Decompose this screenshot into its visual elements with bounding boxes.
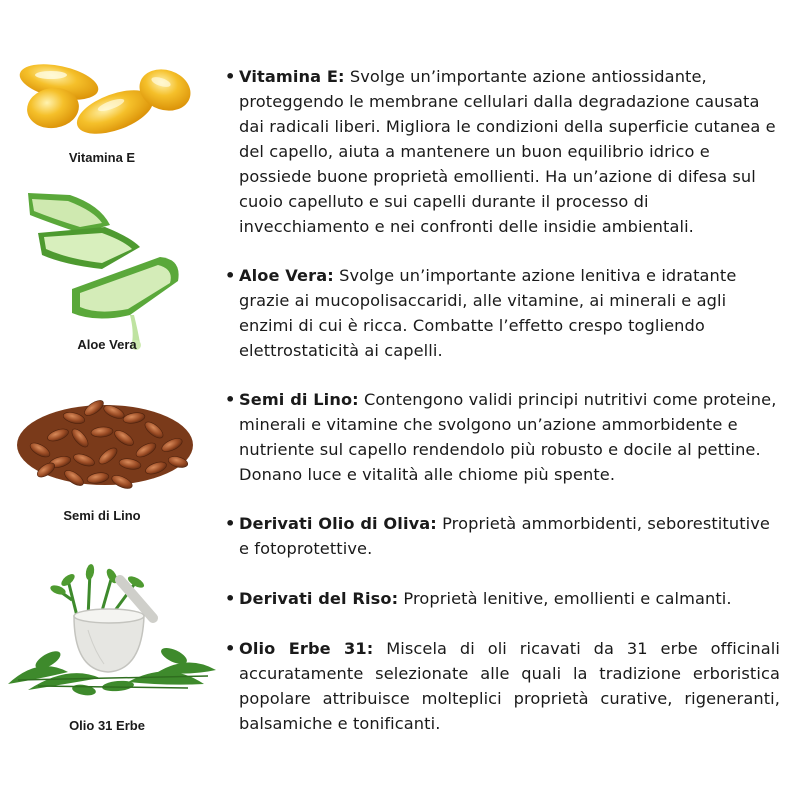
bullet-marker: •: [225, 639, 236, 658]
bullet-semi-di-lino: [224, 387, 780, 487]
bullet-text: Proprietà lenitive, emollienti e calmanti.: [403, 589, 732, 608]
flax-seeds-caption: Semi di Lino: [63, 508, 141, 523]
bullet-aloe-vera: [224, 263, 780, 363]
bullet-text: Proprietà ammorbidenti, seborestitutive e fotoprotettive.: [239, 514, 770, 558]
vitamin-e-capsules-icon: [15, 60, 215, 140]
bullet-text: Contengono validi principi nutritivi come proteine, minerali e vitamine che svolgono un’azione ammorbidente e nutriente sul capello rendendolo più robusto e docile al pettine. Donano luce e vitalità alle chiome più spente.: [239, 390, 777, 484]
bullet-vitamina-e: [224, 64, 780, 239]
bullet-title: Vitamina E:: [239, 67, 345, 86]
herbs-mortar-caption: Olio 31 Erbe: [69, 718, 145, 733]
bullet-marker: •: [225, 514, 236, 533]
herbs-mortar-figure: [0, 560, 220, 740]
bullet-riso: [224, 586, 780, 611]
aloe-vera-caption: Aloe Vera: [77, 337, 137, 352]
bullet-title: Olio Erbe 31:: [239, 639, 374, 658]
flax-seeds-icon: [10, 390, 200, 495]
bullet-marker: •: [225, 390, 236, 409]
aloe-vera-leaves-icon: [10, 185, 190, 355]
vitamin-e-figure: [0, 55, 220, 170]
bullet-text: Svolge un’importante azione antiossidante, proteggendo le membrane cellulari dalla degradazione causata dai radicali liberi. Migliora le condizioni della superficie cutanea e del capello, aiuta a mantenere un buon equilibrio idrico e possiede buone proprietà emollienti. Ha un’azione di difesa sul cuoio capelluto e sui capelli durante il processo di invecchiamento e nei confronti delle insidie ambientali.: [239, 67, 776, 236]
bullet-title: Derivati del Riso:: [239, 589, 399, 608]
vitamin-e-caption: Vitamina E: [68, 150, 136, 165]
bullet-title: Semi di Lino:: [239, 390, 359, 409]
herbs-mortar-icon: [8, 560, 218, 700]
bullet-marker: •: [225, 589, 236, 608]
bullet-olio-di-oliva: [224, 511, 780, 561]
bullet-marker: •: [225, 67, 236, 86]
bullet-title: Derivati Olio di Oliva:: [239, 514, 437, 533]
bullet-marker: •: [225, 266, 236, 285]
bullet-olio-erbe-31: [224, 636, 780, 736]
aloe-vera-figure: [0, 180, 220, 355]
bullet-text: Miscela di oli ricavati da 31 erbe officinali accuratamente selezionate alle quali la tradizione erboristica popolare attribuisce molteplici proprietà curative, rigeneranti, balsamiche e tonificanti.: [239, 639, 780, 733]
bullet-title: Aloe Vera:: [239, 266, 334, 285]
flax-seeds-figure: [0, 390, 220, 530]
bullet-text: Svolge un’importante azione lenitiva e idratante grazie ai mucopolisaccaridi, alle vitamine, ai minerali e agli enzimi di cui è ricca. Combatte l’effetto crespo togliendo elettrostaticità ai capelli.: [239, 266, 737, 360]
